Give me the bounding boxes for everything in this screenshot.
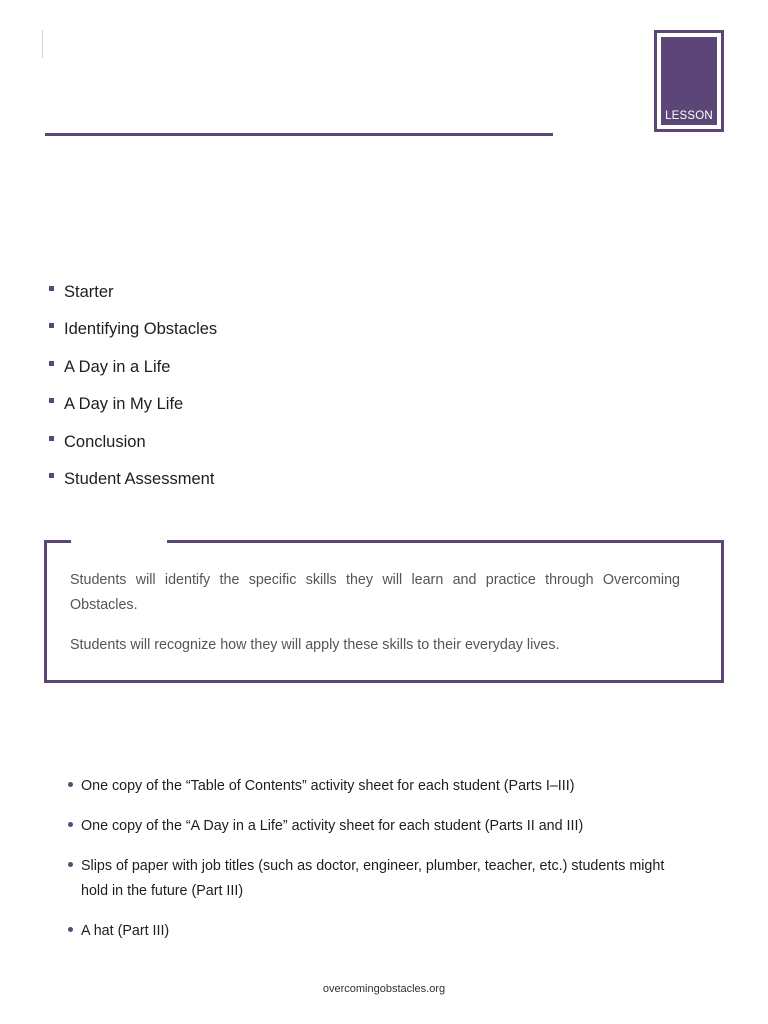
material-item-text: Slips of paper with job titles (such as doctor, engineer, plumber, teacher, etc.) students might hold in the future (Part III): [81, 858, 665, 899]
overview-item: [48, 280, 217, 317]
square-bullet-icon: [49, 398, 54, 403]
material-item: [66, 814, 680, 839]
round-bullet-icon: [68, 822, 73, 827]
overview-item: [48, 430, 217, 467]
lesson-badge-label: LESSON: [665, 110, 713, 122]
material-item: [66, 854, 680, 904]
footer-website-link[interactable]: overcomingobstacles.org: [322, 983, 446, 995]
material-item: [66, 919, 680, 944]
title-underline: [45, 133, 553, 136]
overview-item: [48, 392, 217, 429]
overview-item: [48, 355, 217, 392]
round-bullet-icon: [68, 927, 73, 932]
overview-item-label: A Day in My Life: [64, 395, 184, 414]
objectives-box-heading-gap: [71, 540, 167, 543]
square-bullet-icon: [49, 436, 54, 441]
overview-item-label: Starter: [64, 283, 114, 301]
square-bullet-icon: [49, 473, 54, 478]
overview-item-label: A Day in a Life: [64, 357, 171, 376]
round-bullet-icon: [68, 782, 73, 787]
overview-item-label: Conclusion: [64, 432, 146, 451]
materials-list: [66, 774, 680, 959]
square-bullet-icon: [49, 286, 54, 291]
objectives-box: [44, 540, 724, 683]
material-item: [66, 774, 680, 799]
square-bullet-icon: [49, 323, 54, 328]
margin-mark: [42, 30, 43, 58]
overview-item: [48, 467, 217, 504]
material-item-text: One copy of the “A Day in a Life” activity sheet for each student (Parts II and III): [81, 818, 584, 834]
overview-item-label: Identifying Obstacles: [64, 320, 218, 339]
round-bullet-icon: [68, 862, 73, 867]
overview-item: [48, 317, 217, 354]
square-bullet-icon: [49, 361, 54, 366]
overview-item-label: Student Assessment: [64, 469, 215, 488]
objective-paragraph: Students will identify the specific skills they will learn and practice through Overcoming Obstacles.: [70, 572, 680, 613]
material-item-text: One copy of the “Table of Contents” activity sheet for each student (Parts I–III): [81, 778, 575, 794]
objective-paragraph: Students will recognize how they will apply these skills to their everyday lives.: [70, 637, 560, 653]
lesson-badge: [654, 30, 724, 132]
lesson-badge-fill: [661, 37, 717, 125]
material-item-text: A hat (Part III): [81, 923, 170, 939]
lesson-overview-list: [48, 280, 217, 504]
